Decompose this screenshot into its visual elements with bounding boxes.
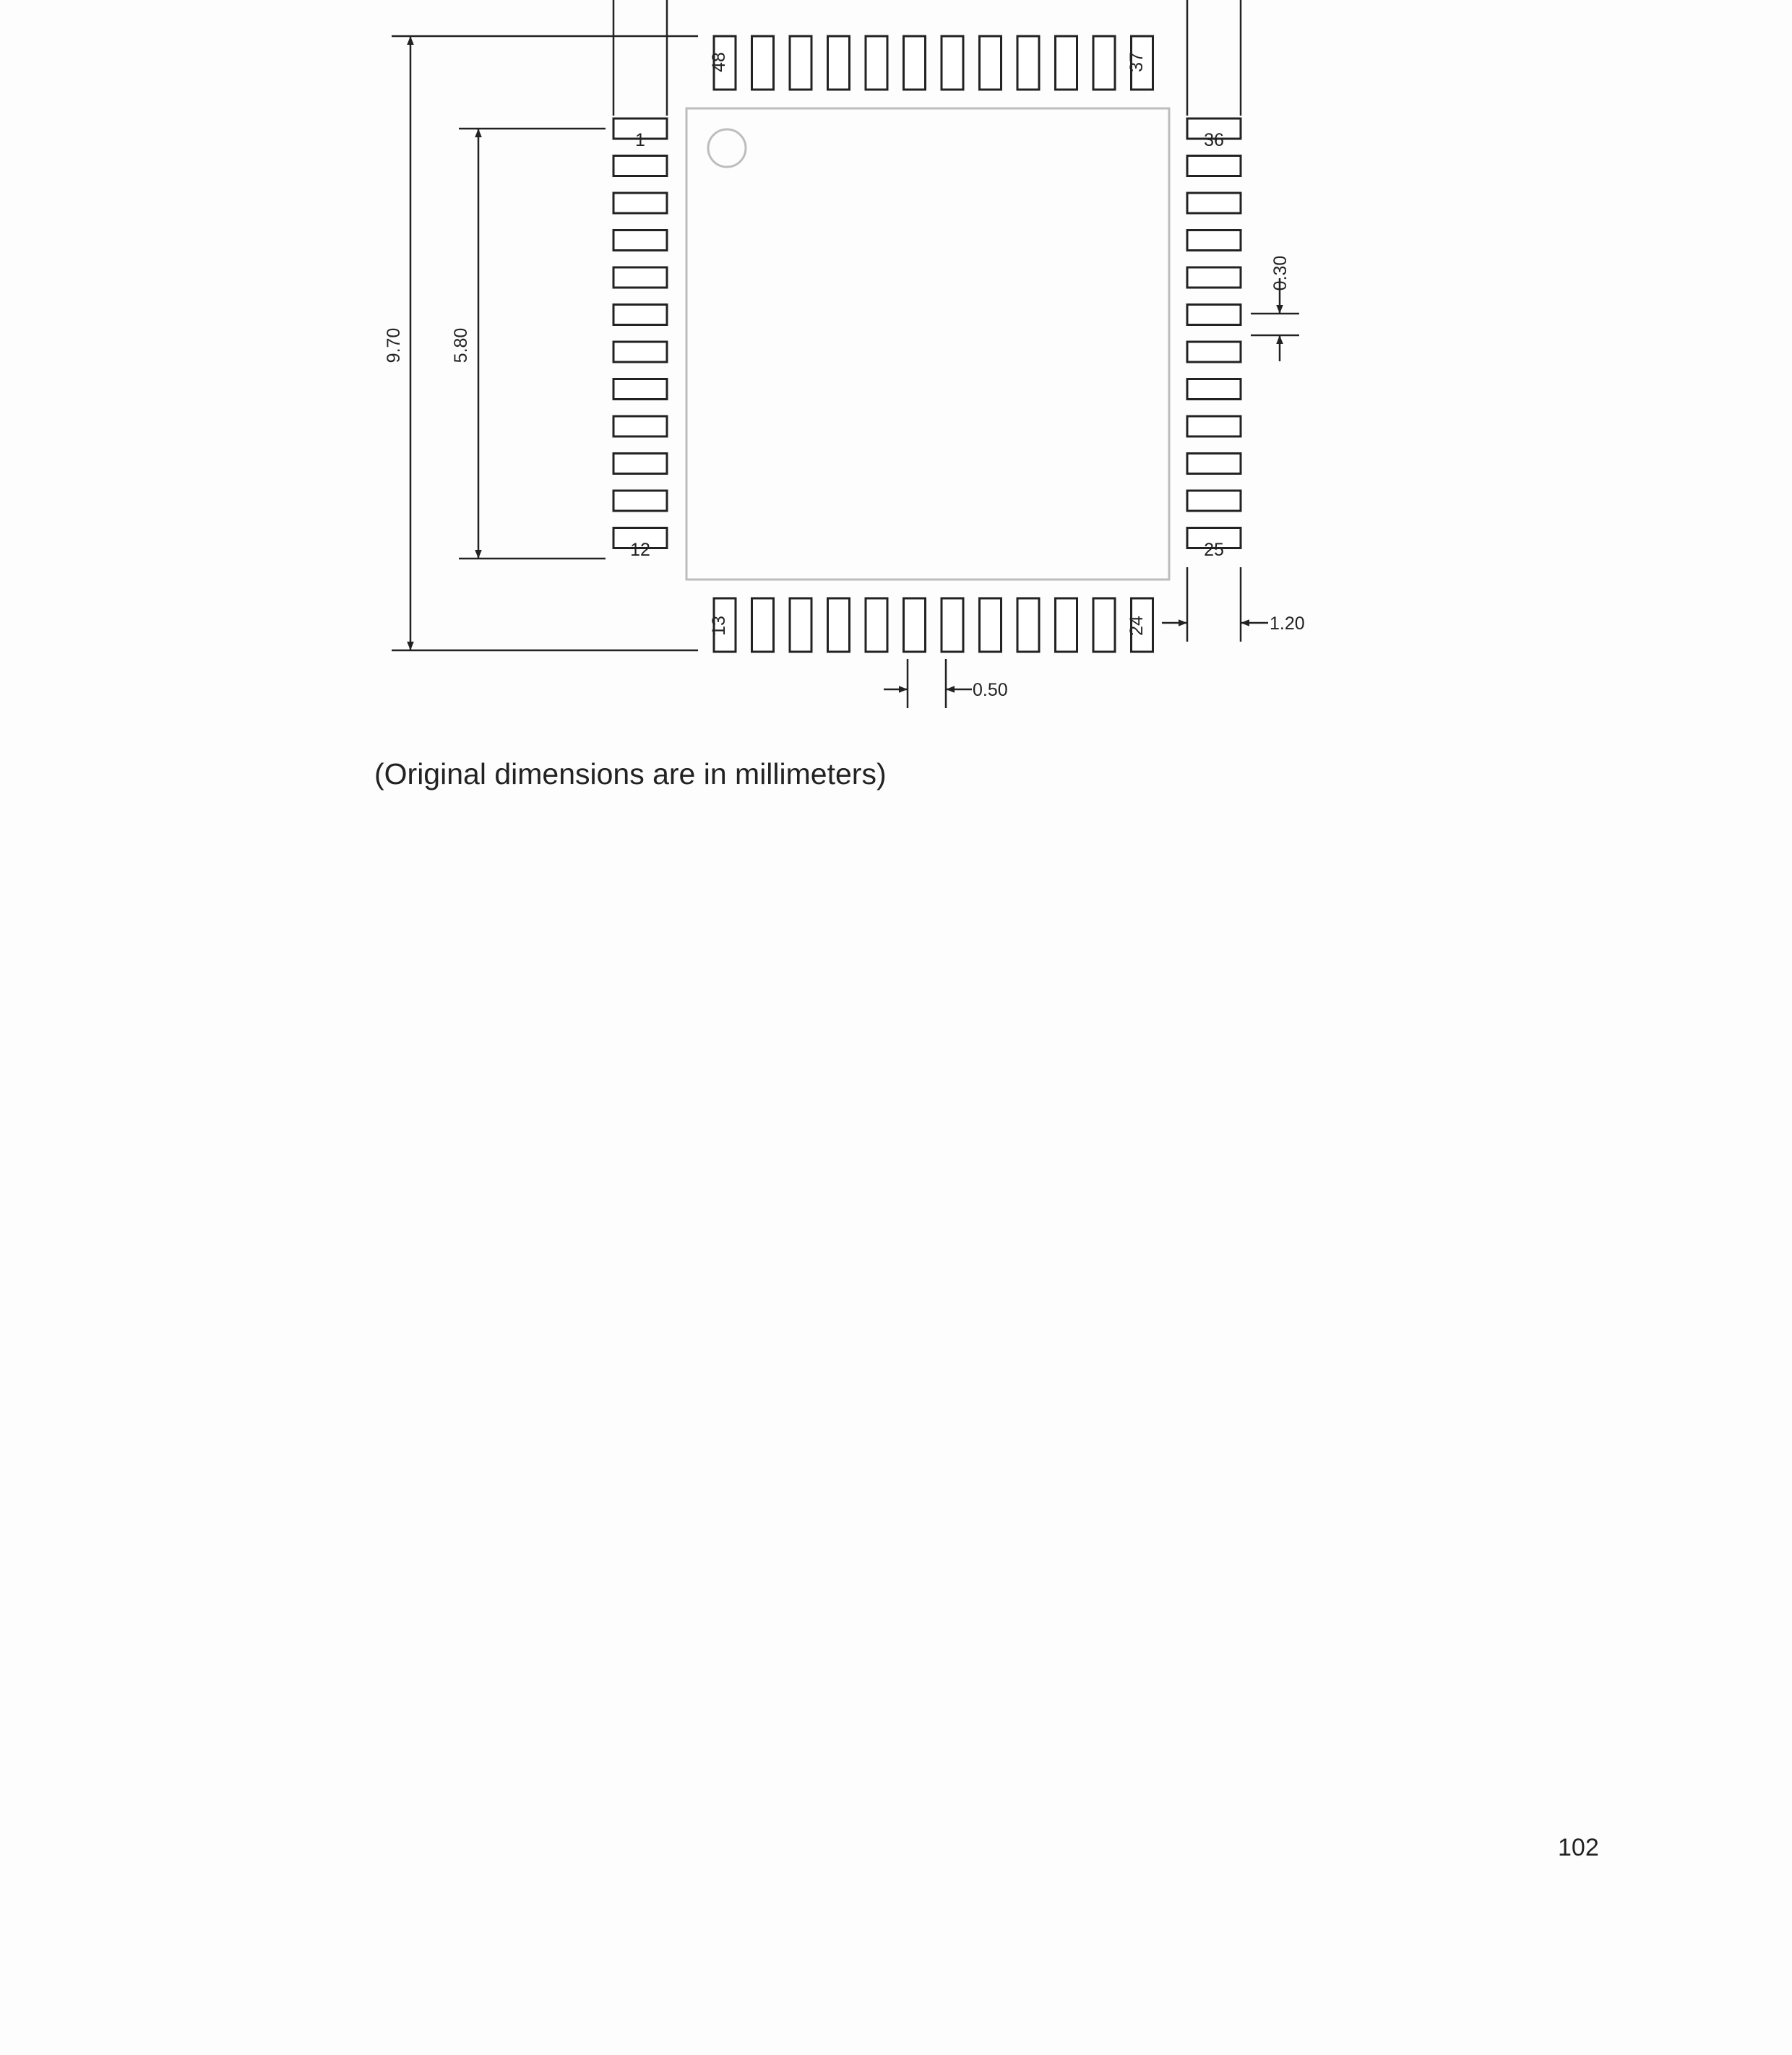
pad-14 [752,598,774,652]
pad-22 [1056,598,1077,652]
pad-42 [942,36,963,90]
pin-1-indicator [708,129,746,167]
pin-label-24: 24 [1127,616,1147,636]
dimension-pitch: 0.50 [973,680,1008,700]
dimension-pad-width: 0.30 [1270,255,1291,291]
pad-23 [1093,598,1115,652]
pin-label-36: 36 [1204,130,1224,150]
pad-39 [1056,36,1077,90]
pad-26 [1187,491,1241,511]
pin-label-1: 1 [635,130,645,150]
pad-18 [904,598,926,652]
pad-43 [904,36,926,90]
pad-32 [1187,267,1241,288]
pad-3 [613,193,667,213]
dimension-overall: 9.70 [384,327,404,363]
pad-16 [828,598,850,652]
pad-29 [1187,379,1241,400]
component-body-outline [686,108,1169,580]
pad-17 [866,598,887,652]
pin-label-25: 25 [1204,540,1224,560]
pin-label-37: 37 [1127,52,1147,72]
pad-45 [828,36,850,90]
pad-31 [1187,305,1241,325]
pad-10 [613,454,667,474]
pad-38 [1093,36,1115,90]
pad-15 [790,598,811,652]
pad-35 [1187,156,1241,176]
pad-34 [1187,193,1241,213]
pad-5 [613,267,667,288]
pad-9 [613,416,667,436]
dimension-pad-length: 1.20 [1270,613,1305,634]
pad-7 [613,342,667,362]
pad-8 [613,379,667,400]
pad-2 [613,156,667,176]
pad-28 [1187,416,1241,436]
pad-21 [1017,598,1039,652]
pad-20 [980,598,1001,652]
pin-label-13: 13 [709,616,729,636]
land-pattern-drawing [0,0,1792,809]
pad-11 [613,491,667,511]
pad-46 [790,36,811,90]
pad-47 [752,36,774,90]
pads [613,36,1241,652]
pad-19 [942,598,963,652]
pad-27 [1187,454,1241,474]
units-caption: (Original dimensions are in millimeters) [374,757,887,790]
pad-4 [613,231,667,251]
page-number: 102 [1558,1834,1599,1861]
pad-40 [1017,36,1039,90]
pin-label-48: 48 [709,52,729,72]
pad-44 [866,36,887,90]
pad-30 [1187,342,1241,362]
pad-33 [1187,231,1241,251]
pad-41 [980,36,1001,90]
dimension-pin-row: 5.80 [451,327,471,363]
pin-label-12: 12 [630,540,650,560]
pad-6 [613,305,667,325]
